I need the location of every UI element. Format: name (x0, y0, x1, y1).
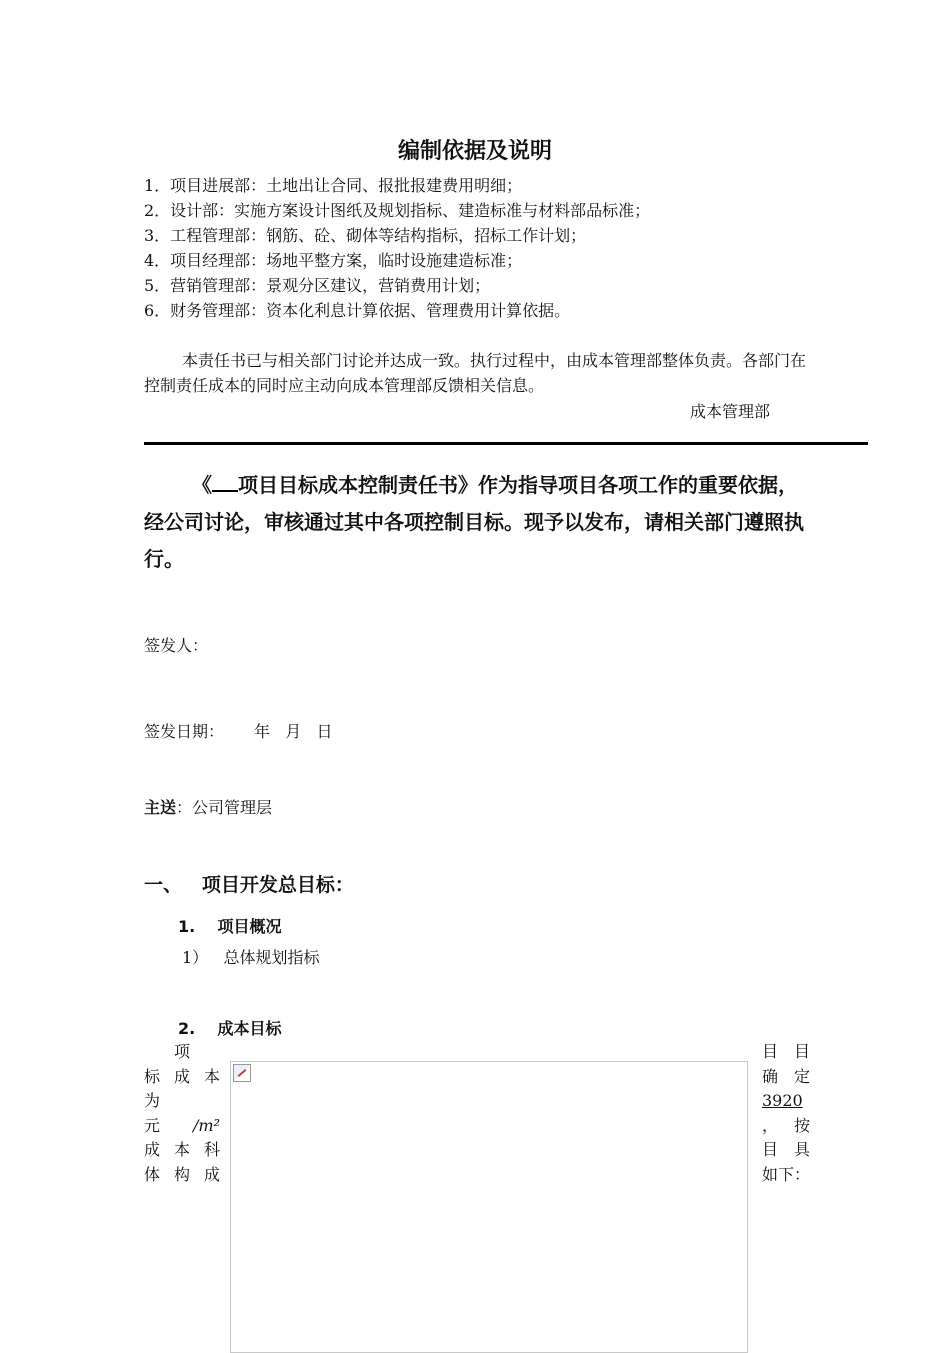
cost-text-right (762, 1040, 810, 1188)
cost-right-line (762, 1114, 810, 1139)
cost-left-line (144, 1114, 220, 1139)
announcement-open: 《 (192, 473, 212, 497)
cost-right-char: 定 (793, 1066, 810, 1086)
cost-left-line (144, 1138, 220, 1163)
basis-item-6: 6．财务管理部：资本化利息计算依据、管理费用计算依据。 (144, 301, 571, 320)
cost-left-char: 标 (144, 1066, 161, 1086)
issue-date-label: 签发日期： (144, 722, 225, 741)
basis-item-4: 4．项目经理部：场地平整方案，临时设施建造标准； (144, 251, 523, 270)
cost-left-char: 本 (203, 1066, 220, 1086)
cost-right-char: 目 (762, 1140, 779, 1160)
basis-item-1: 1．项目进展部：土地出让合同、报批报建费用明细； (144, 176, 523, 195)
cost-left-char: 为 (144, 1091, 161, 1111)
cost-left-char: 元 (144, 1115, 161, 1135)
cost-left-line (144, 1089, 220, 1114)
cost-left-char: 科 (203, 1140, 220, 1160)
basis-item-2: 2．设计部：实施方案设计图纸及规划指标、建造标准与材料部品标准； (144, 201, 651, 220)
cost-left-line (144, 1065, 220, 1090)
cost-right-char: 具 (793, 1140, 810, 1160)
cost-right-char: 确 (762, 1066, 779, 1086)
cost-left-line (144, 1040, 220, 1065)
embedded-image-frame (230, 1061, 748, 1353)
cost-right-line (762, 1040, 810, 1065)
subheading-project-overview: 1. 项目概况 (178, 917, 282, 936)
cost-right-char: 如下： (762, 1164, 811, 1184)
cost-right-char: 目 (793, 1042, 810, 1061)
subitem-planning-indicators: 1） 总体规划指标 (182, 948, 320, 967)
announcement-text: 项目目标成本控制责任书》作为指导项目各项工作的重要依据，经公司讨论，审核通过其中各项控制目标。现予以发布，请相关部门遵照执行。 (144, 473, 804, 571)
cost-left-char: 成 (203, 1164, 220, 1184)
broken-image-icon (233, 1064, 251, 1082)
cost-left-char: 构 (173, 1164, 190, 1184)
issue-date-units: 年 月 日 (254, 722, 333, 741)
cost-left-char: 成 (173, 1066, 190, 1086)
page-title: 编制依据及说明 (397, 139, 552, 164)
cost-left-char: 本 (173, 1140, 190, 1160)
cost-text-left (144, 1040, 220, 1188)
cost-left-char: 体 (144, 1164, 161, 1184)
cost-target-value: 3920 (762, 1091, 803, 1111)
send-to-label: 主送 (144, 798, 177, 817)
basis-item-5: 5．营销管理部：景观分区建议，营销费用计划； (144, 276, 491, 295)
section-divider (144, 442, 868, 445)
cost-left-char: 成 (144, 1140, 161, 1160)
issuer-label: 签发人： (144, 636, 209, 655)
note-signature: 成本管理部 (690, 402, 771, 421)
cost-right-char: 按 (793, 1115, 810, 1135)
responsibility-note: 本责任书已与相关部门讨论并达成一致。执行过程中，由成本管理部整体负责。各部门在控制责任成本的同时应主动向成本管理部反馈相关信息。 (144, 351, 807, 395)
cost-right-line (762, 1138, 810, 1163)
send-to-value: ：公司管理层 (176, 798, 273, 817)
section-heading-1: 一、 项目开发总目标： (144, 874, 354, 896)
send-to-row (144, 796, 272, 820)
cost-unit: /m² (193, 1115, 220, 1135)
cost-right-char: ， (762, 1115, 779, 1135)
cost-right-line (762, 1163, 810, 1188)
announcement (144, 467, 809, 578)
cost-left-char: 项 (173, 1042, 190, 1061)
cost-right-char: 目 (762, 1042, 779, 1061)
project-name-blank (212, 470, 238, 492)
basis-item-3: 3．工程管理部：钢筋、砼、砌体等结构指标，招标工作计划； (144, 226, 587, 245)
cost-left-line (144, 1163, 220, 1188)
cost-right-line (762, 1065, 810, 1090)
subheading-cost-target: 2. 成本目标 (178, 1019, 282, 1038)
issue-date-row (144, 720, 333, 744)
cost-right-line (762, 1089, 810, 1114)
